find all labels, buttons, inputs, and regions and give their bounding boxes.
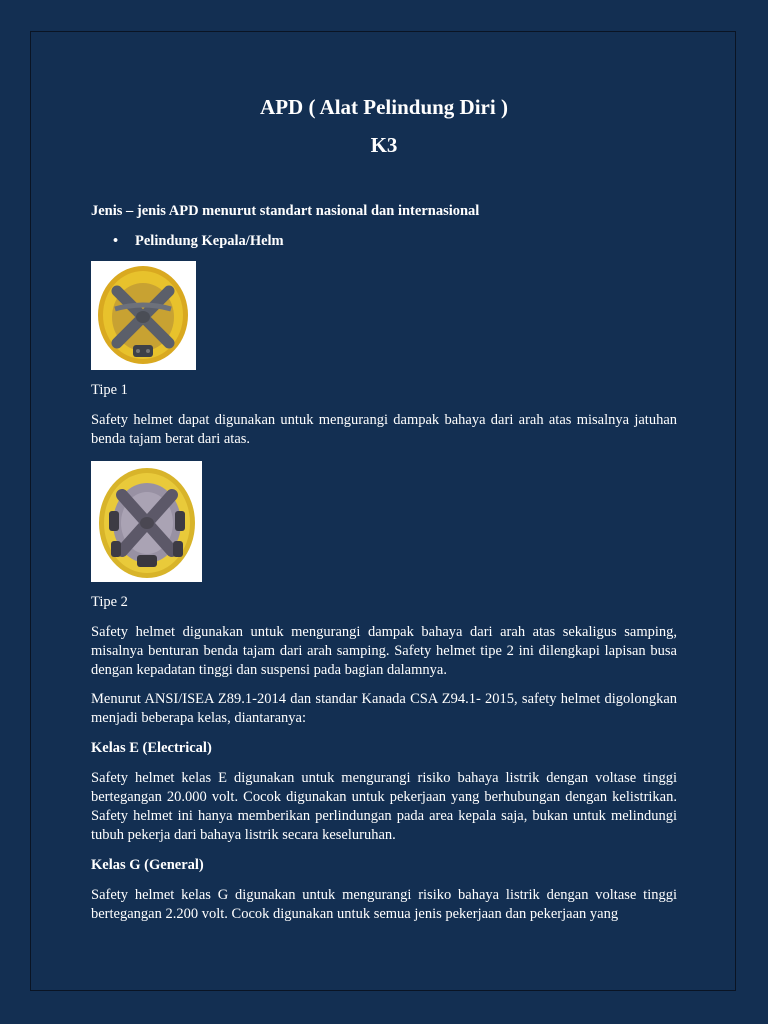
document-title: APD ( Alat Pelindung Diri ) [260, 95, 508, 119]
helmet-type2-image [91, 461, 202, 582]
class-g-description: Safety helmet kelas G digunakan untuk mengurangi risiko bahaya listrik dengan voltase tinggi bertegangan 2.200 volt. Cocok digunakan untuk semua jenis pekerjaan dan pekerjaan yang [91, 887, 677, 922]
bullet-icon: • [113, 233, 119, 249]
type1-description: Safety helmet dapat digunakan untuk mengurangi dampak bahaya dari arah atas misalnya jatuhan benda tajam berat dari atas. [91, 412, 677, 447]
helmet-icon [91, 261, 196, 370]
type1-label: Tipe 1 [91, 382, 128, 398]
helmet-icon [91, 461, 202, 582]
class-g-heading: Kelas G (General) [91, 857, 204, 873]
section-heading: Jenis – jenis APD menurut standart nasional dan internasional [91, 203, 480, 219]
bullet-item-label: Pelindung Kepala/Helm [135, 233, 284, 249]
document-page [30, 31, 736, 991]
type2-description: Safety helmet digunakan untuk mengurangi dampak bahaya dari arah atas sekaligus samping, misalnya benturan benda tajam dari arah samping. Safety helmet tipe 2 ini dilengkapi lapisan busa dengan kepadatan tinggi dan suspensi pada bagian dalamnya. [91, 624, 677, 678]
helmet-type1-image [91, 261, 196, 370]
document-subtitle: K3 [370, 133, 398, 157]
standards-paragraph: Menurut ANSI/ISEA Z89.1-2014 dan standar Kanada CSA Z94.1- 2015, safety helmet digolongkan menjadi beberapa kelas, diantaranya: [91, 691, 677, 726]
class-e-heading: Kelas E (Electrical) [91, 740, 212, 756]
type2-label: Tipe 2 [91, 594, 128, 610]
class-e-description: Safety helmet kelas E digunakan untuk mengurangi risiko bahaya listrik dengan voltase tinggi bertegangan 20.000 volt. Cocok digunakan untuk pekerjaan yang berhubungan dengan kelistrikan. Safety helmet ini hanya memberikan perlindungan pada area kepala saja, bukan untuk melindungi tubuh pekerja dari bahaya listrik secara keseluruhan. [91, 770, 677, 843]
